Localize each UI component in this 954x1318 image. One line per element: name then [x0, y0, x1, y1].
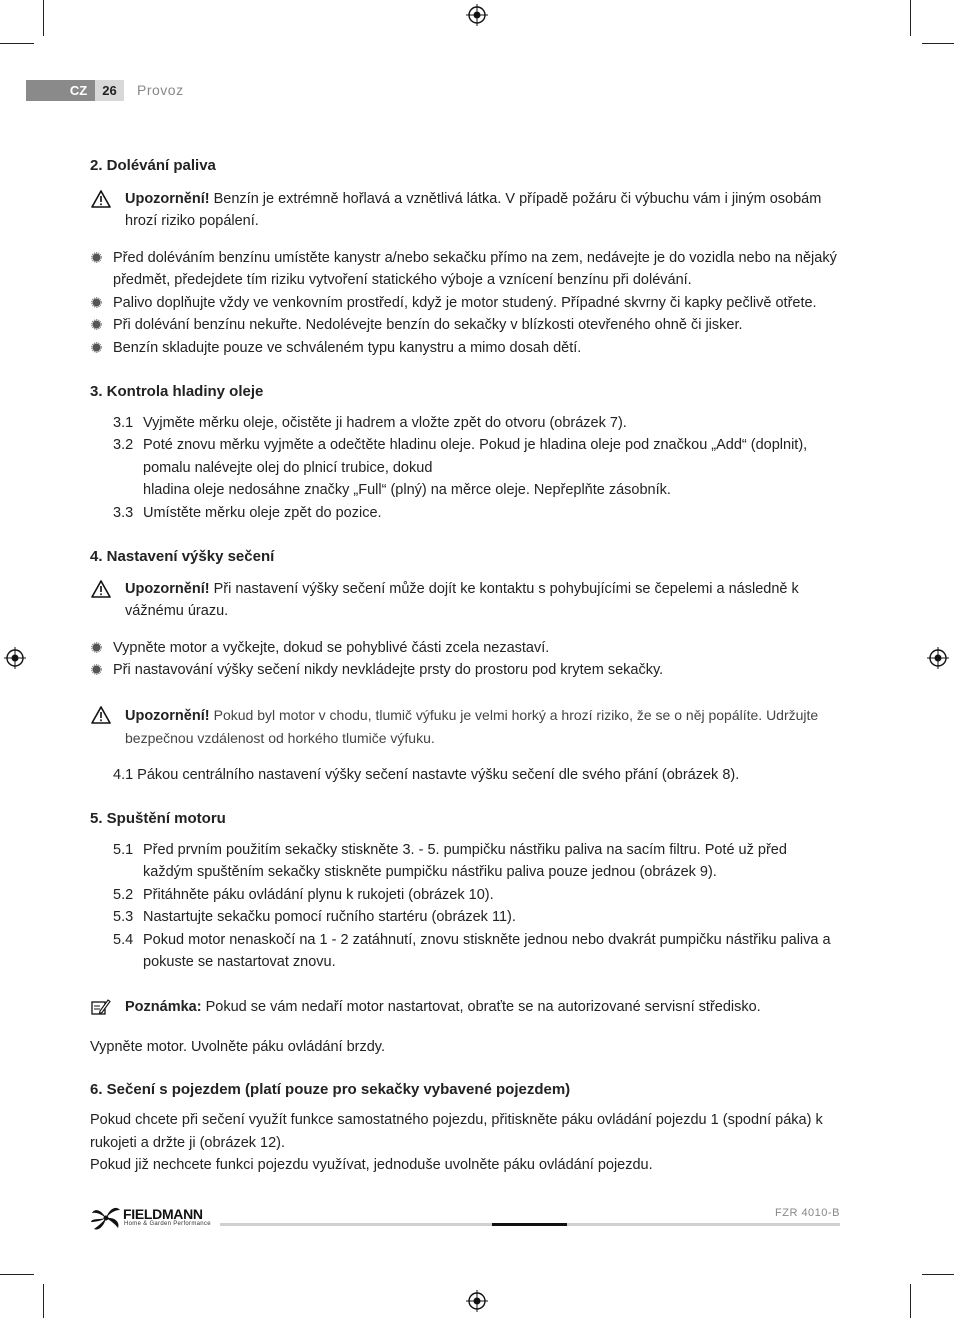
list-item: 3.1 Vyjměte měrku oleje, očistěte ji hadrem a vložte zpět do otvoru (obrázek 7).: [113, 414, 627, 431]
fieldmann-logo-icon: [90, 1203, 122, 1233]
warning-label: Upozornění!: [125, 580, 210, 597]
warning-label: Upozornění!: [125, 707, 210, 724]
heading-cutting-height: 4. Nastavení výšky sečení: [90, 548, 275, 565]
note-text: Pokud se vám nedaří motor nastartovat, obraťte se na autorizované servisní středisko.: [205, 998, 761, 1015]
paragraph: Pokud již nechcete funkci pojezdu využívat, jednoduše uvolněte páku ovládání pojezdu.: [90, 1157, 653, 1173]
list-item: 5.2 Přitáhněte páku ovládání plynu k rukojeti (obrázek 10).: [113, 886, 494, 903]
bullet-icon: [91, 252, 102, 263]
list-item: 5.4 Pokud motor nenaskočí na 1 - 2 zatáhnutí, znovu stiskněte jednou nebo dvakrát pumpičku nástřiku paliva a pokuste se nastartovat znovu.: [113, 931, 831, 970]
warning-triangle-icon: [91, 706, 111, 724]
registration-mark-icon: [4, 647, 26, 669]
warning-block: [90, 578, 840, 623]
paragraph: Pokud chcete při sečení využít funkce samostatného pojezdu, přitiskněte páku ovládání pojezdu 1 (spodní páka) k rukojeti a držte ji (obrázek 12).: [90, 1112, 823, 1151]
heading-refueling: 2. Dolévání paliva: [90, 157, 216, 174]
registration-mark-icon: [466, 4, 488, 26]
footer-rule: [567, 1223, 840, 1226]
warning-block: [90, 188, 840, 233]
warning-text: Při nastavení výšky sečení může dojít ke kontaktu s pohybujícími se čepelemi a následně k vážnému úrazu.: [125, 580, 799, 619]
warning-triangle-icon: [91, 580, 111, 598]
list-item: Při dolévání benzínu nekuřte. Nedolévejte benzín do sekačky v blízkosti otevřeného ohně či jisker.: [90, 314, 840, 337]
crop-mark: [922, 43, 954, 44]
list-item: 3.2 Poté znovu měrku vyjměte a odečtěte hladinu oleje. Pokud je hladina oleje pod značkou „Add“ (doplnit), pomalu nalévejte olej do plnicí trubice, dokud hladina oleje nedosáhne značky „Full“ (plný) na měrce oleje. Nepřeplňte zásobník.: [113, 437, 808, 498]
note-label: Poznámka:: [125, 998, 202, 1015]
registration-mark-icon: [927, 647, 949, 669]
heading-oil-check: 3. Kontrola hladiny oleje: [90, 383, 264, 400]
heading-engine-start: 5. Spuštění motoru: [90, 810, 226, 827]
note-pencil-icon: [91, 998, 111, 1016]
warning-text: Benzín je extrémně hořlavá a vznětlivá látka. V případě požáru či výbuchu vám i jiným osobám hrozí riziko popálení.: [125, 190, 822, 229]
list-item: Před doléváním benzínu umístěte kanystr a/nebo sekačku přímo na zem, nedávejte je do vozidla nebo na nějaký předmět, předejdete tím riziku vytvoření statického výboje a vznícení benzínu při dolévání.: [90, 247, 840, 292]
warning-text: Pokud byl motor v chodu, tlumič výfuku je velmi horký a hrozí riziko, že se o něj popálíte. Udržujte bezpečnou vzdálenost od horkého tlumiče výfuku.: [125, 706, 819, 746]
brand-name: FIELDMANN: [123, 1206, 203, 1222]
list-item: Vypněte motor a vyčkejte, dokud se pohyblivé části zcela nezastaví.: [90, 637, 840, 660]
list-item: 4.1 Pákou centrálního nastavení výšky sečení nastavte výšku sečení dle svého přání (obrázek 8).: [113, 766, 740, 783]
warning-triangle-icon: [91, 190, 111, 208]
warning-block: [90, 704, 840, 751]
bullet-icon: [91, 319, 102, 330]
list-item: Benzín skladujte pouze ve schváleném typu kanystru a mimo dosah dětí.: [90, 337, 840, 360]
brand-tagline: Home & Garden Performance: [124, 1221, 211, 1227]
list-item: 5.1 Před prvním použitím sekačky stiskněte 3. - 5. pumpičku nástřiku paliva na sacím filtru. Poté už před každým spuštěním sekačky stiskněte pumpičku nástřiku paliva pouze jednou (obrázek 9).: [113, 841, 787, 880]
crop-mark: [910, 0, 911, 36]
list-item: Palivo doplňujte vždy ve venkovním prostředí, když je motor studený. Případné skvrny či kapky pečlivě otřete.: [90, 292, 840, 315]
paragraph: Vypněte motor. Uvolněte páku ovládání brzdy.: [90, 1039, 386, 1055]
crop-mark: [43, 1284, 44, 1318]
bullet-icon: [91, 664, 102, 675]
heading-self-propelled: 6. Sečení s pojezdem (platí pouze pro sekačky vybavené pojezdem): [90, 1080, 571, 1098]
header-bar: [26, 80, 62, 101]
header-language: CZ: [62, 80, 95, 101]
crop-mark: [0, 43, 34, 44]
page-content: [90, 155, 840, 1177]
note-block: [90, 996, 840, 1019]
footer-rule: [220, 1223, 492, 1226]
crop-mark: [43, 0, 44, 36]
registration-mark-icon: [466, 1290, 488, 1312]
model-number: FZR 4010-B: [775, 1207, 840, 1219]
warning-label: Upozornění!: [125, 190, 210, 207]
list-item: 5.3 Nastartujte sekačku pomocí ručního startéru (obrázek 11).: [113, 909, 516, 925]
footer-rule: [492, 1223, 567, 1226]
list-item: Při nastavování výšky sečení nikdy nevkládejte prsty do prostoru pod krytem sekačky.: [90, 659, 840, 682]
page-number: 26: [95, 80, 124, 101]
bullet-icon: [91, 342, 102, 353]
bullet-icon: [91, 642, 102, 653]
bullet-icon: [91, 297, 102, 308]
section-title: Provoz: [137, 82, 184, 98]
crop-mark: [910, 1284, 911, 1318]
crop-mark: [922, 1274, 954, 1275]
list-item: 3.3 Umístěte měrku oleje zpět do pozice.: [113, 504, 382, 521]
crop-mark: [0, 1274, 34, 1275]
